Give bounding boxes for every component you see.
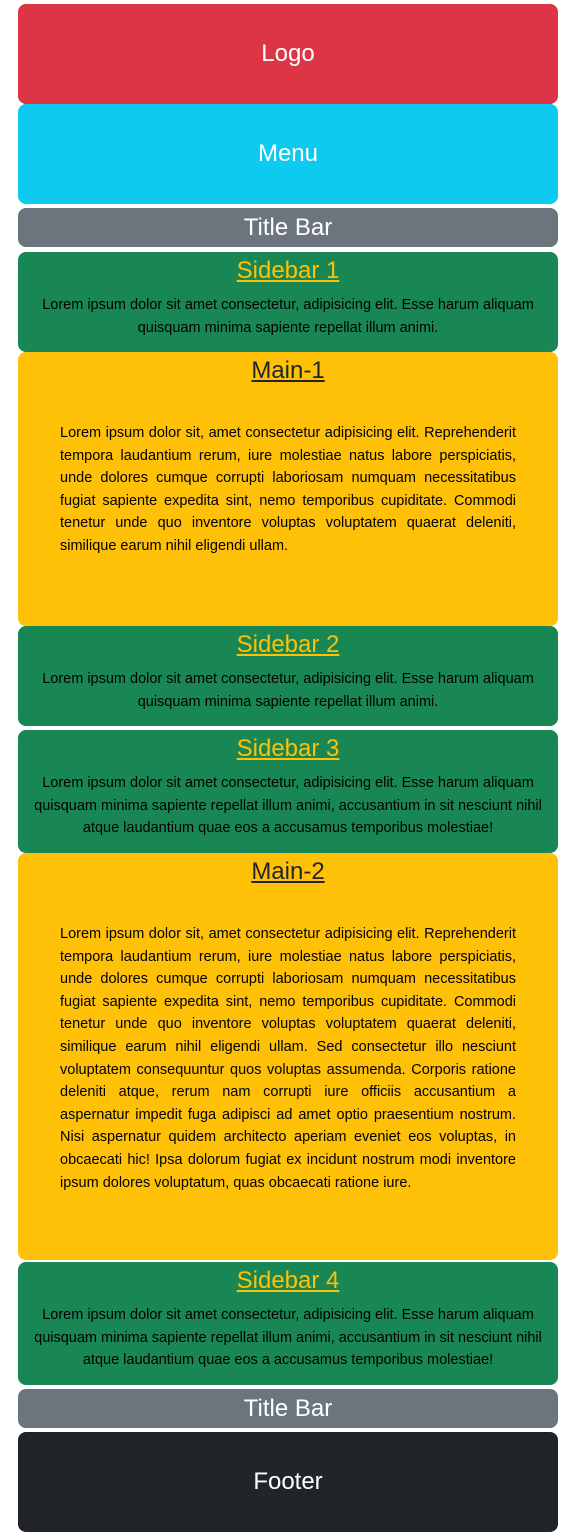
sidebar-1-title[interactable]: Sidebar 1 — [236, 257, 340, 284]
main-1 — [18, 352, 558, 626]
footer-text: Footer — [253, 1468, 323, 1495]
sidebar-3-title[interactable]: Sidebar 3 — [236, 735, 340, 762]
sidebar-4-title[interactable]: Sidebar 4 — [236, 1267, 340, 1294]
main-1-text: Lorem ipsum dolor sit, amet consectetur adipisicing elit. Reprehenderit tempora laudantium rerum, iure molestiae natus labore perspiciatis, unde dolores cumque corrupti laboriosam numquam necessitatibus fugiat sapiente expedita sint, nemo temporibus cupiditate. Commodi tenetur unde quo inventore voluptas voluptatem quaerat deleniti, similique earum nihil eligendi ullam. — [60, 425, 516, 554]
sidebar-4 — [18, 1262, 558, 1385]
title-bar-text: Title Bar — [243, 213, 333, 241]
logo-block — [18, 4, 558, 104]
sidebar-4-text: Lorem ipsum dolor sit amet consectetur, adipisicing elit. Esse harum aliquam quisquam minima sapiente repellat illum animi, accusantium in sit nesciunt nihil atque laudantium quae eos a accusamus temporibus molestiae! — [34, 1307, 542, 1368]
sidebar-3-text: Lorem ipsum dolor sit amet consectetur, adipisicing elit. Esse harum aliquam quisquam minima sapiente repellat illum animi, accusantium in sit nesciunt nihil atque laudantium quae eos a accusamus temporibus molestiae! — [34, 775, 542, 836]
title-bar-bottom-text: Title Bar — [243, 1394, 333, 1422]
title-bar-bottom — [18, 1389, 558, 1428]
title-bar-top — [18, 208, 558, 247]
menu-text: Menu — [257, 140, 319, 167]
sidebar-1 — [18, 252, 558, 352]
main-2 — [18, 853, 558, 1260]
footer-block — [18, 1432, 558, 1532]
sidebar-2-text: Lorem ipsum dolor sit amet consectetur, adipisicing elit. Esse harum aliquam quisquam minima sapiente repellat illum animi. — [42, 671, 534, 710]
sidebar-3 — [18, 730, 558, 853]
main-2-title[interactable]: Main-2 — [251, 858, 325, 885]
main-2-text: Lorem ipsum dolor sit, amet consectetur adipisicing elit. Reprehenderit tempora laudantium rerum, iure molestiae natus labore perspiciatis, unde dolores cumque corrupti laboriosam numquam necessitatibus fugiat sapiente expedita sint, nemo temporibus cupiditate. Commodi tenetur unde quo inventore voluptas voluptatem quaerat deleniti, similique earum nihil eligendi ullam. Sed consectetur illo nesciunt voluptatem consequuntur quos voluptas assumenda. Corporis ratione deleniti atque, rerum nam corrupti iure officiis accusantium a aspernatur impedit fuga adipisci ad amet optio praesentium nostrum. Nisi aspernatur quidem architecto aperiam eveniet eos voluptas, in obcaecati hic! Ipsa dolorum fugiat ex incidunt nostrum modi inventore ipsum dolores voluptatum, quas obcaecati ratione iure. — [60, 926, 516, 1191]
main-1-title[interactable]: Main-1 — [251, 357, 325, 384]
menu-block[interactable] — [18, 104, 558, 204]
sidebar-2-title[interactable]: Sidebar 2 — [236, 631, 340, 658]
sidebar-2 — [18, 626, 558, 726]
logo-text: Logo — [261, 40, 315, 67]
sidebar-1-text: Lorem ipsum dolor sit amet consectetur, adipisicing elit. Esse harum aliquam quisquam minima sapiente repellat illum animi. — [42, 297, 534, 336]
